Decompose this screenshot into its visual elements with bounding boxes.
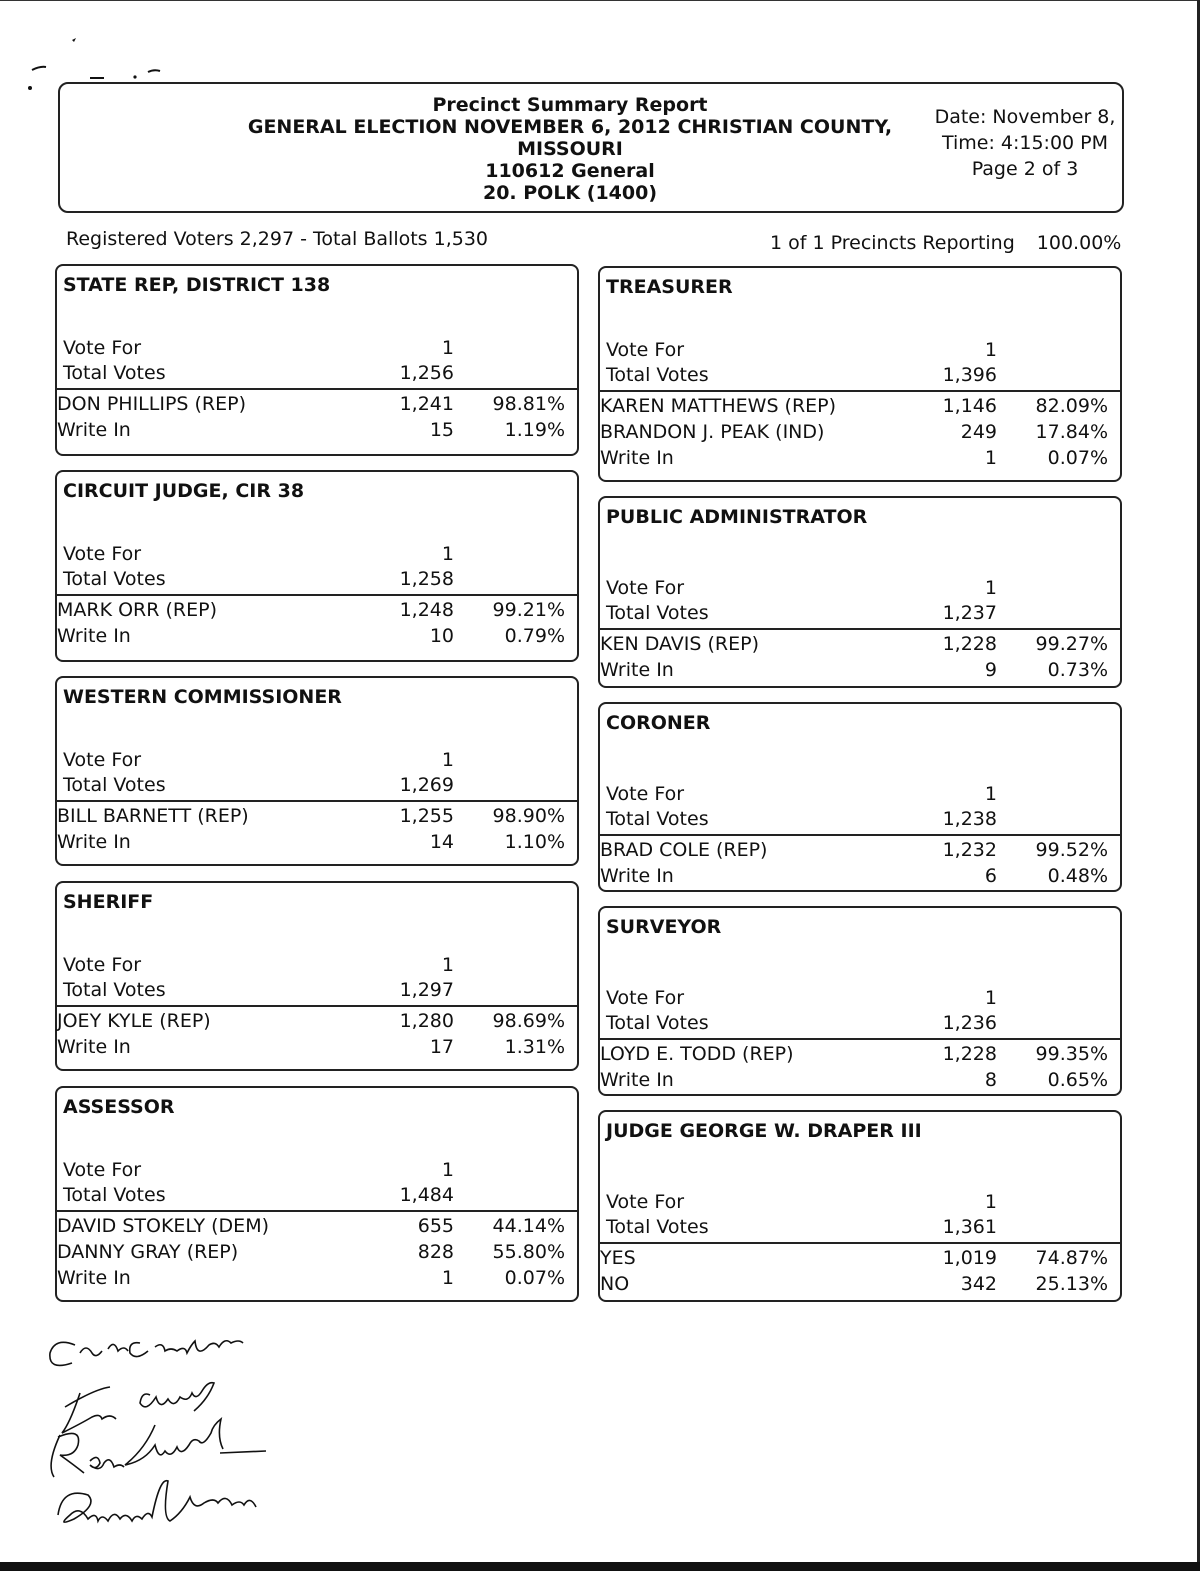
contest-divider [600,390,1120,392]
contest-title: SURVEYOR [606,916,722,938]
vote-for-label: Vote For [606,577,685,599]
total-votes-row [63,361,577,386]
candidate-name: Write In [57,419,131,441]
contest-divider [57,1005,577,1007]
vote-for-value: 1 [441,954,454,976]
vote-for-label: Vote For [63,1159,142,1181]
contest-divider [600,1038,1120,1040]
total-votes-value: 1,258 [399,568,454,590]
candidate-row [600,420,1120,446]
total-votes-row [606,363,1120,388]
candidate-name: BILL BARNETT (REP) [57,805,249,827]
candidate-row [57,1214,577,1240]
candidate-name: KAREN MATTHEWS (REP) [600,395,837,417]
vote-for-label: Vote For [606,339,685,361]
candidate-votes: 1 [441,1267,454,1289]
candidate-row [600,446,1120,472]
vote-for-label: Vote For [606,783,685,805]
candidate-votes: 15 [429,419,454,441]
candidate-row [600,864,1120,890]
vote-for-row [63,336,577,361]
candidate-name: Write In [600,1069,674,1091]
election-state: MISSOURI [517,138,623,160]
candidate-votes: 828 [417,1241,454,1263]
candidate-name: BRANDON J. PEAK (IND) [600,421,825,443]
total-votes-row [63,978,577,1003]
candidate-percent: 17.84% [1035,421,1108,443]
contest-box [55,676,579,866]
vote-for-label: Vote For [606,987,685,1009]
contest-box [598,266,1122,482]
vote-for-label: Vote For [63,543,142,565]
contest-box [55,1086,579,1302]
total-votes-label: Total Votes [63,774,166,796]
candidate-votes: 1,248 [399,599,454,621]
election-code: 110612 General [485,160,655,182]
total-votes-label: Total Votes [606,808,709,830]
candidate-list [57,598,577,650]
contest-meta [606,986,1120,1036]
candidate-percent: 0.73% [1047,659,1108,681]
contest-meta [606,338,1120,388]
total-votes-row [63,1183,577,1208]
vote-for-row [606,782,1120,807]
candidate-votes: 1,280 [399,1010,454,1032]
contest-meta [63,1158,577,1208]
header-meta [934,104,1116,182]
total-votes-value: 1,269 [399,774,454,796]
candidate-votes: 17 [429,1036,454,1058]
total-votes-label: Total Votes [606,364,709,386]
contest-divider [600,1242,1120,1244]
candidate-row [57,1035,577,1061]
vote-for-value: 1 [984,339,997,361]
candidate-votes: 1,019 [942,1247,997,1269]
contest-title: TREASURER [606,276,733,298]
candidate-list [57,1214,577,1292]
vote-for-row [606,338,1120,363]
candidate-votes: 1,228 [942,1043,997,1065]
candidate-votes: 6 [984,865,997,887]
candidate-row [600,838,1120,864]
candidate-name: Write In [600,865,674,887]
candidate-percent: 25.13% [1035,1273,1108,1295]
candidate-votes: 1,241 [399,393,454,415]
candidate-percent: 0.79% [504,625,565,647]
total-votes-value: 1,236 [942,1012,997,1034]
page-border-top [0,0,1200,9]
total-votes-row [606,1215,1120,1240]
candidate-name: Write In [57,625,131,647]
vote-for-row [63,1158,577,1183]
candidate-name: Write In [600,447,674,469]
candidate-row [57,1240,577,1266]
contest-title: SHERIFF [63,891,154,913]
vote-for-value: 1 [984,783,997,805]
contest-title: STATE REP, DISTRICT 138 [63,274,331,296]
total-votes-value: 1,237 [942,602,997,624]
candidate-row [600,1068,1120,1094]
candidate-list [600,394,1120,472]
candidate-percent: 55.80% [492,1241,565,1263]
page-border-bottom [0,1562,1200,1571]
precincts-reporting-label: 1 of 1 Precincts Reporting [770,232,1015,254]
vote-for-label: Vote For [63,749,142,771]
vote-for-row [606,986,1120,1011]
candidate-row [600,1042,1120,1068]
candidate-percent: 99.52% [1035,839,1108,861]
vote-for-value: 1 [441,749,454,771]
vote-for-label: Vote For [606,1191,685,1213]
signatures [40,1325,380,1555]
contest-meta [63,953,577,1003]
candidate-name: Write In [57,1036,131,1058]
candidate-percent: 1.31% [504,1036,565,1058]
candidate-votes: 1,232 [942,839,997,861]
candidate-name: JOEY KYLE (REP) [57,1010,211,1032]
contest-box [55,881,579,1071]
candidate-row [600,1272,1120,1298]
total-votes-row [63,773,577,798]
candidate-name: LOYD E. TODD (REP) [600,1043,794,1065]
contest-box [55,470,579,662]
candidate-percent: 98.69% [492,1010,565,1032]
candidate-percent: 98.90% [492,805,565,827]
candidate-percent: 99.21% [492,599,565,621]
vote-for-row [606,1190,1120,1215]
header-title-block [230,94,910,204]
candidate-votes: 249 [960,421,997,443]
candidate-row [57,804,577,830]
vote-for-row [606,576,1120,601]
candidate-votes: 1 [984,447,997,469]
total-votes-value: 1,484 [399,1184,454,1206]
vote-for-row [63,748,577,773]
candidate-percent: 99.35% [1035,1043,1108,1065]
candidate-list [600,1246,1120,1298]
contest-divider [57,800,577,802]
candidate-row [57,392,577,418]
candidate-percent: 0.65% [1047,1069,1108,1091]
election-name: GENERAL ELECTION NOVEMBER 6, 2012 CHRISTIAN COUNTY, [247,116,893,138]
voters-ballots: Registered Voters 2,297 - Total Ballots 1,530 [66,228,489,250]
candidate-name: DANNY GRAY (REP) [57,1241,239,1263]
total-votes-row [606,1011,1120,1036]
candidate-name: MARK ORR (REP) [57,599,217,621]
contest-box [598,496,1122,688]
total-votes-row [63,567,577,592]
candidate-row [57,1009,577,1035]
total-votes-label: Total Votes [606,1216,709,1238]
contest-divider [600,834,1120,836]
candidate-row [600,632,1120,658]
contest-meta [606,576,1120,626]
candidate-row [600,658,1120,684]
contest-divider [600,628,1120,630]
total-votes-value: 1,256 [399,362,454,384]
total-votes-value: 1,361 [942,1216,997,1238]
contest-title: JUDGE GEORGE W. DRAPER III [606,1120,922,1142]
candidate-percent: 98.81% [492,393,565,415]
contest-box [598,906,1122,1096]
candidate-list [600,838,1120,890]
vote-for-row [63,953,577,978]
contest-box [598,702,1122,892]
total-votes-label: Total Votes [63,568,166,590]
contest-meta [606,1190,1120,1240]
candidate-list [57,1009,577,1061]
total-votes-value: 1,238 [942,808,997,830]
precinct-name: 20. POLK (1400) [482,182,658,204]
candidate-votes: 1,255 [399,805,454,827]
candidate-percent: 44.14% [492,1215,565,1237]
candidate-name: DON PHILLIPS (REP) [57,393,247,415]
candidate-votes: 9 [984,659,997,681]
vote-for-value: 1 [984,1191,997,1213]
candidate-list [600,1042,1120,1094]
candidate-votes: 655 [417,1215,454,1237]
total-votes-row [606,601,1120,626]
contest-box [55,264,579,456]
contest-meta [606,782,1120,832]
candidate-percent: 0.48% [1047,865,1108,887]
vote-for-label: Vote For [63,954,142,976]
contest-divider [57,388,577,390]
candidate-votes: 14 [429,831,454,853]
vote-for-value: 1 [984,577,997,599]
candidate-row [600,394,1120,420]
candidate-row [57,624,577,650]
total-votes-label: Total Votes [63,362,166,384]
contest-divider [57,594,577,596]
candidate-row [57,1266,577,1292]
contest-meta [63,748,577,798]
candidate-votes: 8 [984,1069,997,1091]
candidate-list [600,632,1120,684]
report-date: Date: November 8, [934,106,1116,128]
contest-title: PUBLIC ADMINISTRATOR [606,506,868,528]
reporting-percent: 100.00% [1036,232,1122,254]
total-votes-label: Total Votes [63,979,166,1001]
vote-for-value: 1 [441,1159,454,1181]
total-votes-value: 1,396 [942,364,997,386]
vote-for-value: 1 [984,987,997,1009]
candidate-votes: 10 [429,625,454,647]
total-votes-label: Total Votes [606,602,709,624]
candidate-percent: 1.19% [504,419,565,441]
total-votes-label: Total Votes [606,1012,709,1034]
candidate-name: DAVID STOKELY (DEM) [57,1215,269,1237]
candidate-row [57,598,577,624]
candidate-row [57,418,577,444]
total-votes-value: 1,297 [399,979,454,1001]
candidate-name: NO [600,1273,630,1295]
precincts-reporting [770,232,1121,254]
candidate-percent: 0.07% [1047,447,1108,469]
contest-title: CIRCUIT JUDGE, CIR 38 [63,480,305,502]
vote-for-label: Vote For [63,337,142,359]
candidate-list [57,392,577,444]
candidate-percent: 82.09% [1035,395,1108,417]
contest-title: CORONER [606,712,711,734]
vote-for-value: 1 [441,543,454,565]
candidate-percent: 74.87% [1035,1247,1108,1269]
candidate-row [57,830,577,856]
contest-box [598,1110,1122,1302]
candidate-votes: 1,228 [942,633,997,655]
page-number: Page 2 of 3 [971,158,1079,180]
total-votes-label: Total Votes [63,1184,166,1206]
contest-meta [63,336,577,386]
report-title: Precinct Summary Report [432,94,708,116]
candidate-percent: 1.10% [504,831,565,853]
candidate-votes: 342 [960,1273,997,1295]
candidate-row [600,1246,1120,1272]
candidate-name: Write In [57,1267,131,1289]
vote-for-row [63,542,577,567]
report-time: Time: 4:15:00 PM [941,132,1109,154]
total-votes-row [606,807,1120,832]
candidate-name: BRAD COLE (REP) [600,839,768,861]
candidate-name: Write In [57,831,131,853]
candidate-name: KEN DAVIS (REP) [600,633,759,655]
candidate-name: Write In [600,659,674,681]
contest-divider [57,1210,577,1212]
candidate-votes: 1,146 [942,395,997,417]
contest-title: ASSESSOR [63,1096,175,1118]
report-header [58,82,1124,213]
candidate-list [57,804,577,856]
candidate-percent: 0.07% [504,1267,565,1289]
contest-meta [63,542,577,592]
candidate-name: YES [600,1247,636,1269]
contest-title: WESTERN COMMISSIONER [63,686,342,708]
vote-for-value: 1 [441,337,454,359]
candidate-percent: 99.27% [1035,633,1108,655]
